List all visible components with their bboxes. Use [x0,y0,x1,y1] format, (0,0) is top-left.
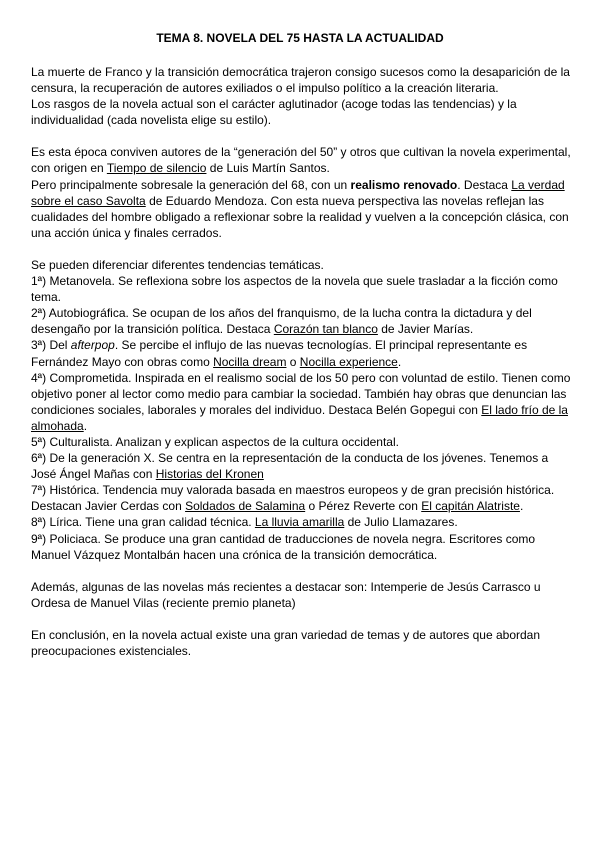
trend-item-4 [31,370,572,434]
intro-text-2: Los rasgos de la novela actual son el carácter aglutinador (acoge todas las tendencias) y la individualidad (cada novelista elige su estilo). [31,97,517,128]
epoch-text-1b: de Luis Martín Santos. [206,161,330,176]
epoch-text-2c: de Eduardo Mendoza. Con esta nueva perspectiva las novelas reflejan las cualidades del hombre obligado a reflexionar sobre la realidad y vuelven a la concepción clásica, con una acción única y finales cerrados. [31,193,569,240]
trend-item-3 [31,337,572,369]
intro-text-1: La muerte de Franco y la transición democrática trajeron consigo sucesos como la desaparición de la censura, la recuperación de autores exiliados o el impulso político a la creación literaria. [31,65,570,96]
trend-item-2 [31,305,572,337]
work-title: Corazón tan blanco [273,322,378,337]
work-title: El capitán Alatriste [421,499,520,514]
page-title: TEMA 8. NOVELA DEL 75 HASTA LA ACTUALIDAD [156,31,444,45]
trend-text: . Se percibe el influjo de las nuevas tecnologías. El principal representante es Fernández Mayo con obras como [31,338,528,369]
work-title: Nocilla experience [299,354,398,369]
trend-text: de Javier Marías. [377,322,474,337]
work-title: El lado frío de la almohada [31,402,568,433]
trend-text: o Pérez Reverte con [305,499,422,514]
trend-text: de Julio Llamazares. [344,515,458,530]
intro-paragraph [31,64,572,128]
trend-text: . [83,418,88,433]
trends-paragraph [31,257,572,563]
epoch-paragraph [31,144,572,241]
trend-text: 2ª) Autobiográfica. Se ocupan de los años del franquismo, de la lucha contra la dictadura y del desengaño por la transición política. Destaca [31,306,532,337]
epoch-sentence-1 [31,144,572,176]
document-body [31,64,572,675]
work-title: Soldados de Salamina [185,499,306,514]
trend-text: 3ª) Del [31,338,71,353]
trend-item-5: 5ª) Culturalista. Analizan y explican aspectos de la cultura occidental. [31,434,399,449]
epoch-text-1a: Es esta época conviven autores de la “generación del 50” y otros que cultivan la novela experimental, con origen en [31,145,571,176]
trend-item-6 [31,450,572,482]
trend-item-7 [31,482,572,514]
epoch-text-2a: Pero principalmente sobresale la generación del 68, con un [31,177,351,192]
epoch-sentence-2 [31,177,572,241]
trends-intro: Se pueden diferenciar diferentes tendencias temáticas. [31,257,324,272]
epoch-text-2b: . Destaca [457,177,512,192]
trend-text: 6ª) De la generación X. Se centra en la representación de la conducta de los jóvenes. Tenemos a José Ángel Mañas con [31,451,549,482]
trend-text: 4ª) Comprometida. Inspirada en el realismo social de los 50 pero con voluntad de estilo. Tienen como objetivo poner al lector como medio para cambiar la sociedad. También hay obras que denuncian las condiciones sociales, laborales y morales del individuo. Destaca Belén Gopegui con [31,370,571,417]
conclusion-paragraph: En conclusión, en la novela actual existe una gran variedad de temas y de autores que abordan preocupaciones existenciales. [31,627,541,658]
work-title: Historias del Kronen [155,467,264,482]
italic-term: afterpop [70,338,115,353]
trend-text: . [519,499,524,514]
work-title: La lluvia amarilla [254,515,345,530]
work-title: La verdad sobre el caso Savolta [31,177,565,208]
trend-text: 7ª) Histórica. Tendencia muy valorada basada en maestros europeos y de gran precisión histórica. Destacan Javier Cerdas con [31,483,555,514]
recent-novels-paragraph: Además, algunas de las novelas más recientes a destacar son: Intemperie de Jesús Carrasco u Ordesa de Manuel Vilas (reciente premio planeta) [31,579,541,610]
trend-text: o [286,354,300,369]
trend-item-1: 1ª) Metanovela. Se reflexiona sobre los aspectos de la novela que suele trasladar a la ficción como tema. [31,274,558,305]
trend-text: . [397,354,402,369]
trend-item-8 [31,514,572,530]
trend-item-9: 9ª) Policiaca. Se produce una gran cantidad de traducciones de novela negra. Escritores como Manuel Vázquez Montalbán hacen una crónica de la transición democrática. [31,531,536,562]
trend-text: 8ª) Lírica. Tiene una gran calidad técnica. [31,515,255,530]
work-title: Nocilla dream [213,354,287,369]
work-title: Tiempo de silencio [106,161,207,176]
bold-term: realismo renovado [350,177,458,192]
